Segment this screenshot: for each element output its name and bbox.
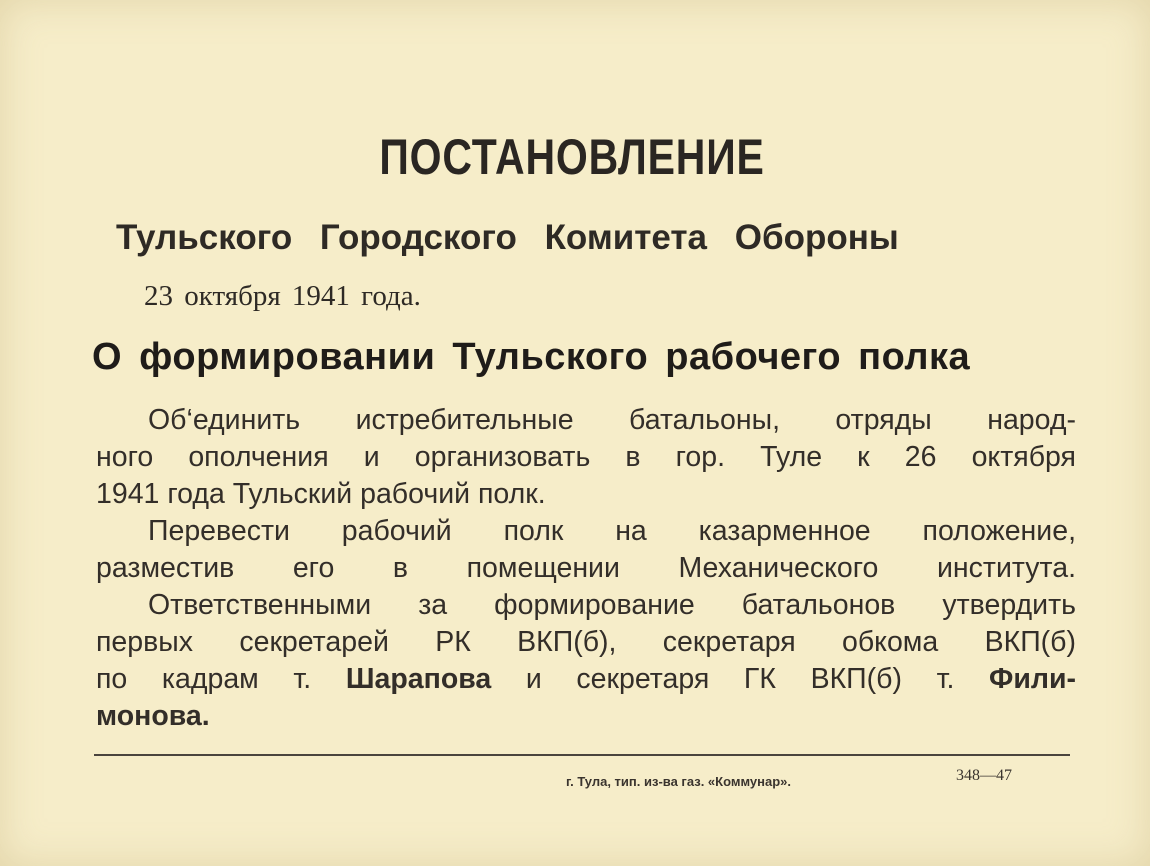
document-subheading: Тульского Городского Комитета Обороны [116,218,899,257]
document-body [96,402,1076,735]
document-title: О формировании Тульского рабочего полка [92,336,971,378]
body-line: Об‘единить истребительные батальоны, отряды народ- [148,404,1076,436]
document-heading: ПОСТАНОВЛЕНИЕ [379,129,765,185]
bold-name-sharapov: Шарапова [345,663,492,695]
body-line [96,661,1076,698]
body-line [96,698,1076,735]
body-line: Ответственными за формирование батальонов утвердить [148,589,1076,621]
footer-rule [94,754,1070,756]
document-date: 23 октября 1941 года. [144,280,421,312]
body-line: Перевести рабочий полк на казарменное положение, [148,515,1076,547]
order-number: 348—47 [956,767,1012,784]
bold-name-filimonov-end: монова. [96,700,210,732]
body-text: по кадрам т. [96,663,346,695]
body-text: и секретаря ГК ВКП(б) т. [491,663,990,695]
body-line: 1941 года Тульский рабочий полк. [96,478,546,510]
bold-name-filimonov: Фили- [989,663,1076,695]
printer-imprint: г. Тула, тип. из-ва газ. «Коммунар». [566,774,792,789]
body-line: первых секретарей РК ВКП(б), секретаря обкома ВКП(б) [96,626,1076,658]
body-line: разместив его в помещении Механического института. [96,552,1076,584]
body-line: ного ополчения и организовать в гор. Туле к 26 октября [96,441,1076,473]
